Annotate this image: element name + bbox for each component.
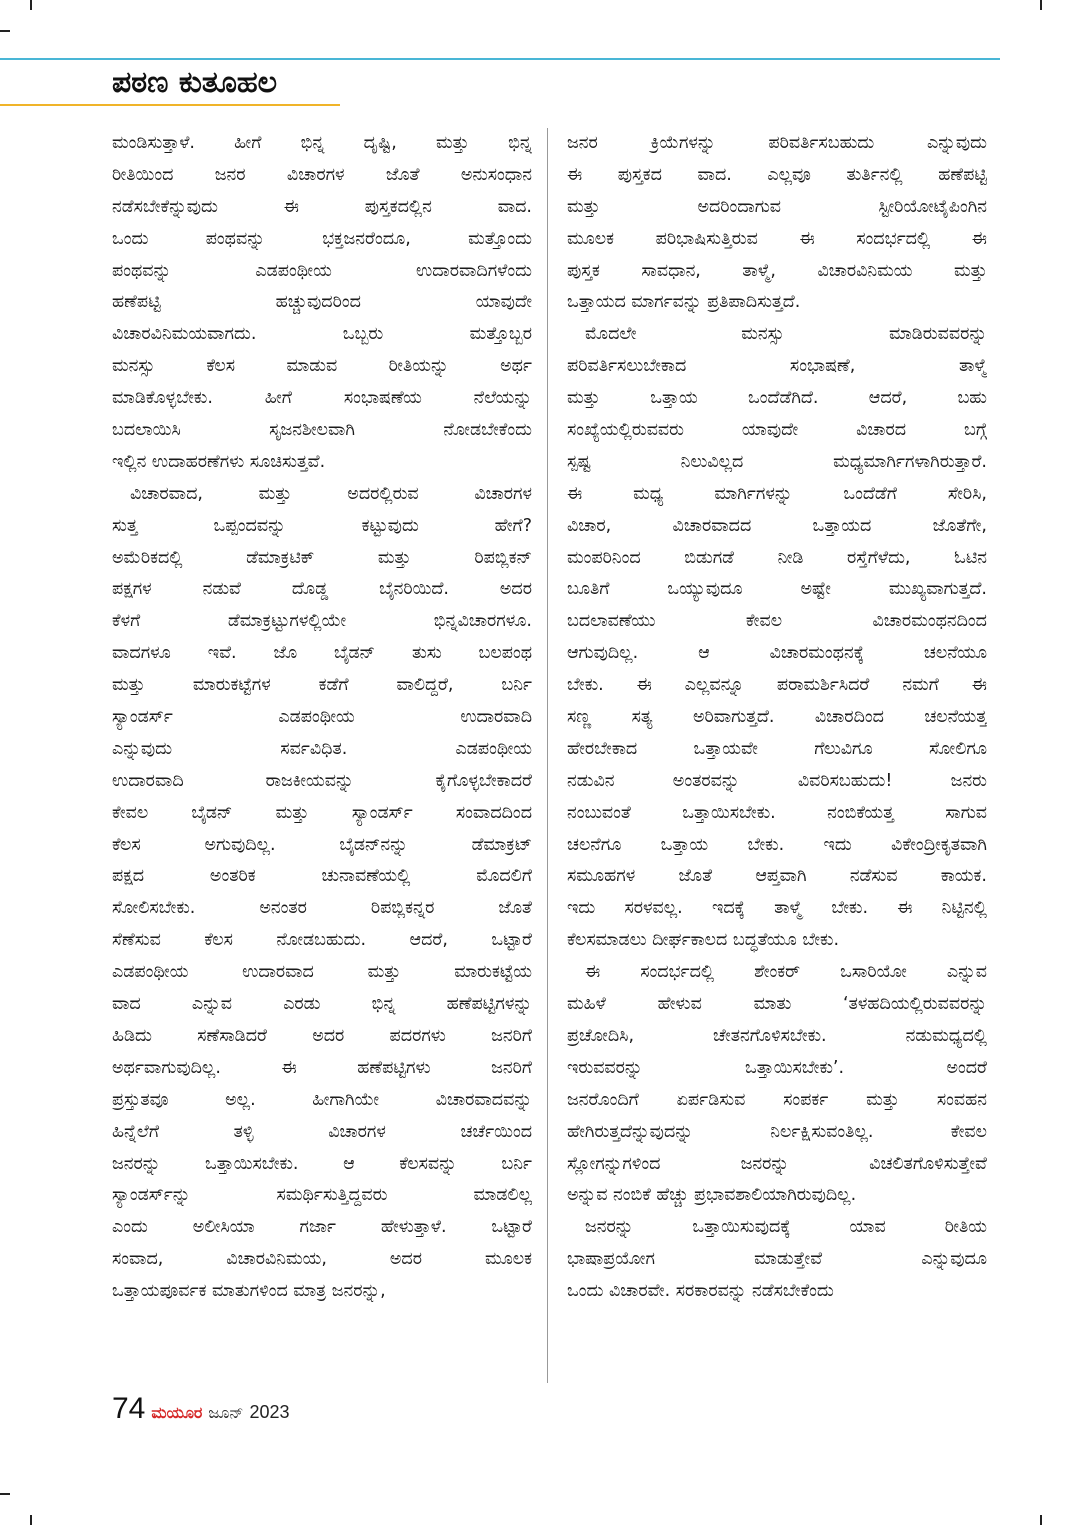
text-line: ಪರಿವರ್ತಿಸಲುಬೇಕಾದ ಸಂಭಾಷಣೆ, ತಾಳ್ಮೆ	[567, 356, 987, 377]
text-line: ಪ್ರಸ್ತುತವೂ ಅಲ್ಲ. ಹೀಗಾಗಿಯೇ ವಿಚಾರವಾದವನ್ನು	[112, 1089, 532, 1110]
header-rule-top	[0, 58, 1000, 60]
section-title: ಪಠಣ ಕುತೂಹಲ	[112, 65, 278, 100]
header-rule-bottom	[0, 104, 340, 106]
left-text-column	[112, 128, 532, 1308]
text-line: ರೀತಿಯಿಂದ ಜನರ ವಿಚಾರಗಳ ಜೊತೆ ಅನುಸಂಧಾನ	[112, 164, 532, 185]
text-line: ಬದಲಾಯಿಸಿ ಸೃಜನಶೀಲವಾಗಿ ನೋಡಬೇಕೆಂದು	[112, 420, 532, 441]
text-line: ಒಂದು ಪಂಥವನ್ನು ಭಕ್ತಜನರೆಂದೂ, ಮತ್ತೊಂದು	[112, 228, 532, 249]
text-line: ಪಕ್ಷಗಳ ನಡುವೆ ದೊಡ್ಡ ಬೈನರಿಯಿದೆ. ಅದರ	[112, 579, 532, 600]
text-line: ಅರ್ಥವಾಗುವುದಿಲ್ಲ. ಈ ಹಣೆಪಟ್ಟಿಗಳು ಜನರಿಗೆ	[112, 1057, 532, 1078]
text-line: ಸಂವಾದ, ವಿಚಾರವಿನಿಮಯ, ಅದರ ಮೂಲಕ	[112, 1249, 532, 1270]
text-line: ಭಾಷಾಪ್ರಯೋಗ ಮಾಡುತ್ತೇವೆ ಎನ್ನುವುದೂ	[567, 1249, 987, 1270]
text-line: ಇರುವವರನ್ನು ಒತ್ತಾಯಿಸಬೇಕು’. ಅಂದರೆ	[567, 1057, 987, 1078]
text-line: ಕೇವಲ ಬೈಡನ್ ಮತ್ತು ಸ್ಯಾಂಡರ್ಸ್ ಸಂವಾದದಿಂದ	[112, 802, 532, 823]
text-line: ಸಮೂಹಗಳ ಜೊತೆ ಆಪ್ತವಾಗಿ ನಡೆಸುವ ಕಾಯಕ.	[567, 866, 987, 887]
text-line: ಅಮೆರಿಕದಲ್ಲಿ ಡೆಮಾಕ್ರಟಿಕ್ ಮತ್ತು ರಿಪಬ್ಲಿಕನ್	[112, 547, 532, 568]
right-text-column	[567, 128, 987, 1308]
text-line: ಹಿನ್ನೆಲೆಗೆ ತಳ್ಳಿ ವಿಚಾರಗಳ ಚರ್ಚೆಯಿಂದ	[112, 1121, 532, 1142]
text-line: ಆಗುವುದಿಲ್ಲ. ಆ ವಿಚಾರಮಂಥನಕ್ಕೆ ಚಲನೆಯೂ	[567, 643, 987, 664]
text-line: ಸೆಣೆಸುವ ಕೆಲಸ ನೋಡಬಹುದು. ಆದರೆ, ಒಟ್ಟಾರೆ	[112, 930, 532, 951]
crop-mark-bottom-right	[1040, 1515, 1042, 1525]
text-line: ಜನರ ಕ್ರಿಯೆಗಳನ್ನು ಪರಿವರ್ತಿಸಬಹುದು ಎನ್ನುವುದು	[567, 133, 987, 153]
text-line: ಈ ಸಂದರ್ಭದಲ್ಲಿ ಶೇಂಕರ್ ಒಸಾರಿಯೋ ಎನ್ನುವ	[585, 962, 987, 983]
text-line: ಎಂದು ಅಲೀಸಿಯಾ ಗರ್ಜಾ ಹೇಳುತ್ತಾಳೆ. ಒಟ್ಟಾರೆ	[112, 1217, 532, 1238]
text-line: ಒಂದು ವಿಚಾರವೇ. ಸರಕಾರವನ್ನು ನಡೆಸಬೇಕೆಂದು	[567, 1281, 834, 1302]
text-line: ಮತ್ತು ಅದರಿಂದಾಗುವ ಸ್ಟೀರಿಯೋಟೈಪಿಂಗಿನ	[567, 196, 987, 217]
crop-mark-left-upper	[0, 30, 10, 32]
text-line: ಮಂಪರಿನಿಂದ ಬಿಡುಗಡೆ ನೀಡಿ ರಸ್ತೆಗೆಳೆದು, ಓಟಿನ	[567, 547, 987, 568]
text-line: ಮತ್ತು ಒತ್ತಾಯ ಒಂದೆಡೆಗಿದೆ. ಆದರೆ, ಬಹು	[567, 388, 987, 409]
text-line: ಉದಾರವಾದಿ ರಾಜಕೀಯವನ್ನು ಕೈಗೊಳ್ಳಬೇಕಾದರೆ	[112, 770, 532, 791]
text-line: ಮೂಲಕ ಪರಿಭಾಷಿಸುತ್ತಿರುವ ಈ ಸಂದರ್ಭದಲ್ಲಿ ಈ	[567, 228, 987, 249]
text-line: ಮಾಡಿಕೊಳ್ಳಬೇಕು. ಹೀಗೆ ಸಂಭಾಷಣೆಯ ನೆಲೆಯನ್ನು	[112, 388, 532, 409]
text-line: ಬೇಕು. ಈ ಎಲ್ಲವನ್ನೂ ಪರಾಮರ್ಶಿಸಿದರೆ ನಮಗೆ ಈ	[567, 675, 987, 696]
text-line: ಮಹಿಳೆ ಹೇಳುವ ಮಾತು ‘ತಳಹದಿಯಲ್ಲಿರುವವರನ್ನು	[567, 994, 987, 1015]
text-line: ಮತ್ತು ಮಾರುಕಟ್ಟೆಗಳ ಕಡೆಗೆ ವಾಲಿದ್ದರೆ, ಬರ್ನಿ	[112, 675, 532, 696]
text-line: ಇದು ಸರಳವಲ್ಲ. ಇದಕ್ಕೆ ತಾಳ್ಮೆ ಬೇಕು. ಈ ನಿಟ್ಟಿನಲ್ಲಿ	[567, 898, 987, 919]
crop-mark-top-left	[30, 0, 32, 10]
page-number: 74	[112, 1392, 146, 1425]
text-line: ಕೆಲಸ ಅಗುವುದಿಲ್ಲ. ಬೈಡನ್‌ನನ್ನು ಡೆಮಾಕ್ರಟ್	[112, 834, 532, 855]
text-line: ಪಕ್ಷದ ಅಂತರಿಕ ಚುನಾವಣೆಯಲ್ಲಿ ಮೊದಲಿಗೆ	[112, 866, 532, 887]
text-line: ಮನಸ್ಸು ಕೆಲಸ ಮಾಡುವ ರೀತಿಯನ್ನು ಅರ್ಥ	[112, 356, 532, 377]
text-line: ಮಂಡಿಸುತ್ತಾಳೆ. ಹೀಗೆ ಭಿನ್ನ ದೃಷ್ಟಿ, ಮತ್ತು ಭಿನ್ನ	[112, 133, 532, 153]
text-line: ಮೊದಲೇ ಮನಸ್ಸು ಮಾಡಿರುವವರನ್ನು	[585, 324, 987, 345]
text-line: ಸಂಖ್ಯೆಯಲ್ಲಿರುವವರು ಯಾವುದೇ ವಿಚಾರದ ಬಗ್ಗೆ	[567, 420, 987, 441]
text-line: ಎಡಪಂಥೀಯ ಉದಾರವಾದ ಮತ್ತು ಮಾರುಕಟ್ಟೆಯ	[112, 962, 532, 983]
text-line: ಹೇರಬೇಕಾದ ಒತ್ತಾಯವೇ ಗೆಲುವಿಗೂ ಸೋಲಿಗೂ	[567, 738, 987, 759]
text-line: ಪಂಥವನ್ನು ಎಡಪಂಥೀಯ ಉದಾರವಾದಿಗಳೆಂದು	[112, 260, 532, 281]
text-line: ಈ ಪುಸ್ತಕದ ವಾದ. ಎಲ್ಲವೂ ತುರ್ತಿನಲ್ಲಿ ಹಣೆಪಟ್ಟಿ	[567, 164, 987, 185]
text-line: ಇಲ್ಲಿನ ಉದಾಹರಣೆಗಳು ಸೂಚಿಸುತ್ತವೆ.	[112, 451, 326, 472]
text-line: ವಿಚಾರವಿನಿಮಯವಾಗದು. ಒಬ್ಬರು ಮತ್ತೊಬ್ಬರ	[112, 324, 532, 345]
text-line: ನಡೆಸಬೇಕೆನ್ನುವುದು ಈ ಪುಸ್ತಕದಲ್ಲಿನ ವಾದ.	[112, 196, 532, 217]
column-divider	[547, 128, 548, 1383]
text-line: ಸಣ್ಣ ಸತ್ಯ ಅರಿವಾಗುತ್ತದೆ. ವಿಚಾರದಿಂದ ಚಲನೆಯತ್ತ	[567, 707, 987, 728]
text-line: ಸೋಲಿಸಬೇಕು. ಅನಂತರ ರಿಪಬ್ಲಿಕನ್ನರ ಜೊತೆ	[112, 898, 532, 919]
text-line: ಚಲನೆಗೂ ಒತ್ತಾಯ ಬೇಕು. ಇದು ವಿಕೇಂದ್ರೀಕೃತವಾಗಿ	[567, 834, 987, 855]
text-line: ಸ್ಯಾಂಡರ್ಸ್ ಎಡಪಂಥೀಯ ಉದಾರವಾದಿ	[112, 707, 532, 728]
text-line: ಹೇಗಿರುತ್ತದೆನ್ನುವುದನ್ನು ನಿರ್ಲಕ್ಷಿಸುವಂತಿಲ್ಲ. ಕೇವಲ	[567, 1121, 987, 1142]
text-line: ಎನ್ನುವುದು ಸರ್ವವಿಧಿತ. ಎಡಪಂಥೀಯ	[112, 738, 532, 759]
text-line: ಅನ್ನುವ ನಂಬಿಕೆ ಹೆಚ್ಚು ಪ್ರಭಾವಶಾಲಿಯಾಗಿರುವುದಿಲ್ಲ.	[567, 1185, 857, 1206]
crop-mark-bottom-left	[30, 1515, 32, 1525]
text-line: ಕೆಳಗೆ ಡೆಮಾಕ್ರಟ್ಟುಗಳಲ್ಲಿಯೇ ಭಿನ್ನವಿಚಾರಗಳೂ.	[112, 611, 532, 632]
text-line: ಈ ಮಧ್ಯ ಮಾರ್ಗಿಗಳನ್ನು ಒಂದೆಡೆಗೆ ಸೇರಿಸಿ,	[567, 483, 987, 504]
text-line: ಜನರನ್ನು ಒತ್ತಾಯಿಸಬೇಕು. ಆ ಕೆಲಸವನ್ನು ಬರ್ನಿ	[112, 1153, 532, 1174]
text-line: ನಂಬುವಂತೆ ಒತ್ತಾಯಿಸಬೇಕು. ನಂಬಿಕೆಯತ್ತ ಸಾಗುವ	[567, 802, 987, 823]
text-line: ಕೆಲಸಮಾಡಲು ದೀರ್ಘಕಾಲದ ಬದ್ಧತೆಯೂ ಬೇಕು.	[567, 930, 840, 951]
issue-year: 2023	[249, 1402, 290, 1422]
text-line: ಹಿಡಿದು ಸಣೆಸಾಡಿದರೆ ಅದರ ಪದರಗಳು ಜನರಿಗೆ	[112, 1025, 532, 1046]
crop-mark-top-right	[1040, 0, 1042, 10]
text-line: ಸ್ಯಾಂಡರ್ಸ್‌ನ್ನು ಸಮರ್ಥಿಸುತ್ತಿದ್ದವರು ಮಾಡಲಿಲ್ಲ	[112, 1185, 532, 1206]
text-line: ಪ್ರಚೋದಿಸಿ, ಚೇತನಗೊಳಿಸಬೇಕು. ನಡುಮಧ್ಯದಲ್ಲಿ	[567, 1025, 987, 1046]
text-line: ಒತ್ತಾಯಪೂರ್ವಕ ಮಾತುಗಳಿಂದ ಮಾತ್ರ ಜನರನ್ನು,	[112, 1281, 386, 1302]
text-line: ನಡುವಿನ ಅಂತರವನ್ನು ವಿವರಿಸಬಹುದು! ಜನರು	[567, 770, 987, 791]
issue-month: ಜೂನ್	[208, 1403, 244, 1422]
text-line: ವಿಚಾರವಾದ, ಮತ್ತು ಅದರಲ್ಲಿರುವ ವಿಚಾರಗಳ	[130, 483, 532, 504]
text-line: ಸುತ್ತ ಒಪ್ಪಂದವನ್ನು ಕಟ್ಟುವುದು ಹೇಗೆ?	[112, 515, 532, 536]
text-line: ಬೂತಿಗೆ ಒಯ್ಯುವುದೂ ಅಷ್ಟೇ ಮುಖ್ಯವಾಗುತ್ತದೆ.	[567, 579, 987, 600]
text-line: ಒತ್ತಾಯದ ಮಾರ್ಗವನ್ನು ಪ್ರತಿಪಾದಿಸುತ್ತದೆ.	[567, 292, 801, 313]
text-line: ವಾದಗಳೂ ಇವೆ. ಜೊ ಬೈಡನ್ ತುಸು ಬಲಪಂಥ	[112, 643, 532, 664]
text-line: ಪುಸ್ತಕ ಸಾವಧಾನ, ತಾಳ್ಮೆ, ವಿಚಾರವಿನಿಮಯ ಮತ್ತು	[567, 260, 987, 281]
crop-mark-left-lower	[0, 1493, 10, 1495]
page-footer	[112, 1392, 290, 1432]
text-line: ಜನರನ್ನು ಒತ್ತಾಯಿಸುವುದಕ್ಕೆ ಯಾವ ರೀತಿಯ	[585, 1217, 987, 1238]
text-line: ಸ್ಲೋಗನ್ನುಗಳಿಂದ ಜನರನ್ನು ವಿಚಲಿತಗೊಳಿಸುತ್ತೇವೆ	[567, 1153, 987, 1174]
text-line: ವಿಚಾರ, ವಿಚಾರವಾದದ ಒತ್ತಾಯದ ಜೊತೆಗೇ,	[567, 515, 987, 536]
magazine-logo: ಮಯೂರ	[151, 1403, 203, 1422]
text-line: ಜನರೊಂದಿಗೆ ಏರ್ಪಡಿಸುವ ಸಂಪರ್ಕ ಮತ್ತು ಸಂವಹನ	[567, 1089, 987, 1110]
text-line: ಸ್ಪಷ್ಟ ನಿಲುವಿಲ್ಲದ ಮಧ್ಯಮಾರ್ಗಿಗಳಾಗಿರುತ್ತಾರೆ.	[567, 451, 987, 472]
text-line: ಹಣೆಪಟ್ಟಿ ಹಚ್ಚುವುದರಿಂದ ಯಾವುದೇ	[112, 292, 532, 313]
text-line: ಬದಲಾವಣೆಯು ಕೇವಲ ವಿಚಾರಮಂಥನದಿಂದ	[567, 611, 987, 632]
text-line: ವಾದ ಎನ್ನುವ ಎರಡು ಭಿನ್ನ ಹಣೆಪಟ್ಟಿಗಳನ್ನು	[112, 994, 532, 1015]
